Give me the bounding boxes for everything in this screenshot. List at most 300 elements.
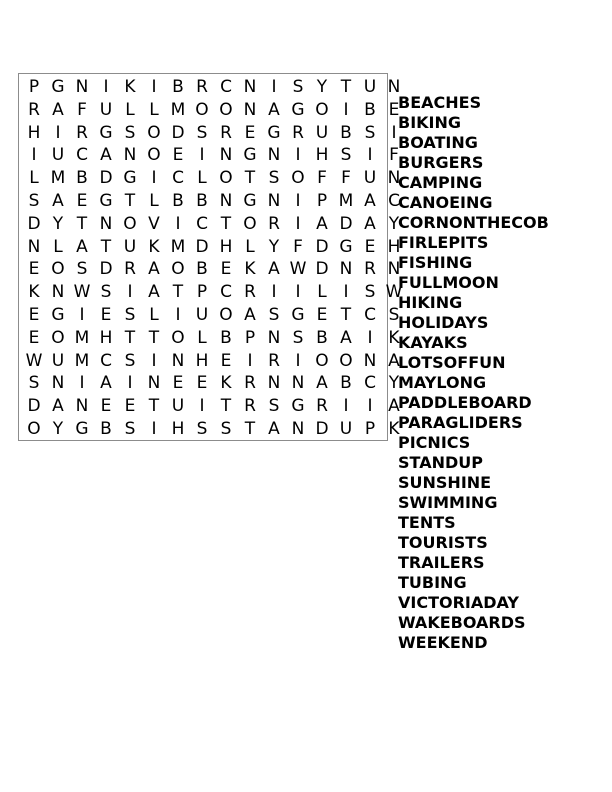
grid-letter: N — [267, 145, 281, 166]
grid-letter: I — [343, 99, 349, 120]
grid-letter: R — [364, 259, 376, 280]
grid-letter: U — [363, 168, 377, 189]
grid-row — [22, 168, 406, 188]
word-list-item: FIRLEPITS — [398, 233, 489, 252]
word-list-item: WAKEBOARDS — [398, 613, 526, 632]
grid-letter: N — [267, 327, 281, 348]
grid-letter: U — [171, 396, 185, 417]
grid-letter: A — [148, 259, 160, 280]
grid-letter: B — [172, 191, 184, 211]
grid-letter: E — [220, 259, 232, 280]
word-list-item: CAMPING — [398, 173, 483, 192]
grid-letter: D — [339, 213, 353, 234]
word-list-item: FULLMOON — [398, 273, 499, 292]
grid-letter: E — [28, 305, 40, 325]
word-list-item: BEACHES — [398, 93, 482, 112]
grid-letter: A — [340, 327, 352, 348]
grid-letter: A — [316, 213, 328, 234]
grid-letter: M — [338, 191, 354, 211]
word-list-item: SUNSHINE — [398, 473, 492, 492]
grid-letter: Y — [52, 419, 64, 439]
grid-letter: D — [315, 259, 329, 280]
grid-letter: M — [170, 236, 186, 257]
grid-letter: A — [76, 236, 88, 257]
grid-letter: L — [149, 305, 159, 325]
grid-letter: I — [271, 282, 277, 303]
grid-letter: E — [388, 99, 400, 120]
grid-letter: N — [27, 236, 41, 257]
grid-letter: N — [75, 396, 89, 417]
word-list-item: PICNICS — [398, 433, 471, 452]
grid-letter: R — [244, 396, 256, 417]
grid-letter: S — [196, 419, 208, 439]
grid-letter: K — [220, 373, 232, 394]
grid-letter: R — [28, 99, 40, 120]
grid-letter: S — [268, 305, 280, 325]
grid-letter: L — [149, 99, 159, 120]
grid-letter: U — [51, 350, 65, 371]
grid-letter: K — [148, 236, 160, 257]
grid-letter: T — [244, 419, 256, 439]
grid-letter: S — [196, 122, 208, 143]
grid-letter: E — [28, 259, 40, 280]
word-list — [398, 93, 549, 653]
grid-letter: S — [340, 145, 352, 166]
grid-letter: G — [99, 191, 113, 211]
grid-letter: G — [243, 191, 257, 211]
word-list-item: BIKING — [398, 113, 462, 132]
word-list-item: CANOEING — [398, 193, 493, 212]
grid-row — [22, 259, 406, 279]
word-list-item: HIKING — [398, 293, 463, 312]
grid-letter: I — [247, 350, 253, 371]
grid-letter: O — [243, 213, 257, 234]
grid-letter: M — [74, 350, 90, 371]
grid-letter: I — [175, 213, 181, 234]
grid-letter: N — [123, 145, 137, 166]
grid-letter: N — [99, 213, 113, 234]
grid-letter: O — [219, 99, 233, 120]
word-search-grid — [18, 73, 403, 441]
grid-letter: K — [388, 327, 400, 348]
grid-letter: N — [219, 191, 233, 211]
grid-letter: G — [339, 236, 353, 257]
grid-letter: A — [388, 350, 400, 371]
grid-letter: I — [367, 327, 373, 348]
grid-letter: S — [124, 305, 136, 325]
grid-letter: B — [100, 419, 112, 439]
grid-letter: W — [289, 259, 307, 280]
grid-letter: D — [171, 122, 185, 143]
grid-letter: P — [28, 77, 40, 97]
grid-letter: N — [339, 259, 353, 280]
grid-row — [22, 214, 406, 234]
grid-letter: H — [195, 350, 209, 371]
word-list-item: BURGERS — [398, 153, 484, 172]
grid-letter: E — [196, 373, 208, 394]
grid-letter: N — [51, 373, 65, 394]
grid-letter: Y — [388, 373, 400, 394]
grid-letter: W — [25, 350, 43, 371]
grid-letter: L — [245, 236, 255, 257]
grid-letter: N — [267, 373, 281, 394]
grid-letter: C — [364, 373, 376, 394]
grid-letter: O — [51, 259, 65, 280]
grid-letter: I — [199, 145, 205, 166]
grid-row — [22, 237, 406, 257]
grid-letter: K — [28, 282, 40, 303]
grid-letter: R — [292, 122, 304, 143]
grid-letter: U — [51, 145, 65, 166]
grid-row — [22, 373, 406, 393]
grid-letter: I — [295, 282, 301, 303]
grid-letter: O — [315, 99, 329, 120]
grid-letter: I — [295, 350, 301, 371]
grid-letter: O — [219, 168, 233, 189]
grid-letter: K — [388, 419, 400, 439]
grid-letter: I — [391, 122, 397, 143]
grid-letter: E — [220, 350, 232, 371]
word-list-item: CORNONTHECOB — [398, 213, 549, 232]
grid-letter: L — [317, 282, 327, 303]
grid-letter: F — [293, 236, 303, 257]
word-list-item: LOTSOFFUN — [398, 353, 506, 372]
grid-letter: V — [148, 213, 160, 234]
grid-letter: I — [271, 77, 277, 97]
grid-letter: P — [244, 327, 256, 348]
grid-letter: C — [364, 305, 376, 325]
grid-letter: I — [103, 77, 109, 97]
grid-letter: M — [50, 168, 66, 189]
grid-letter: I — [295, 145, 301, 166]
grid-letter: N — [171, 350, 185, 371]
grid-letter: G — [75, 419, 89, 439]
grid-row — [22, 419, 406, 439]
grid-row — [22, 351, 406, 371]
grid-letter: T — [244, 168, 256, 189]
grid-letter: W — [385, 282, 403, 303]
grid-letter: B — [76, 168, 88, 189]
grid-letter: M — [74, 327, 90, 348]
grid-letter: A — [52, 99, 64, 120]
grid-letter: N — [291, 419, 305, 439]
grid-letter: O — [123, 213, 137, 234]
grid-letter: I — [343, 396, 349, 417]
grid-letter: H — [387, 236, 401, 257]
grid-letter: I — [295, 213, 301, 234]
grid-letter: I — [127, 373, 133, 394]
grid-letter: E — [364, 236, 376, 257]
word-list-item: VICTORIADAY — [398, 593, 519, 612]
grid-letter: B — [220, 327, 232, 348]
grid-letter: D — [195, 236, 209, 257]
grid-letter: T — [148, 396, 160, 417]
grid-letter: O — [147, 145, 161, 166]
grid-letter: R — [268, 350, 280, 371]
grid-letter: G — [291, 305, 305, 325]
grid-letter: H — [27, 122, 41, 143]
grid-letter: H — [99, 327, 113, 348]
grid-letter: A — [148, 282, 160, 303]
grid-letter: W — [73, 282, 91, 303]
grid-letter: S — [124, 350, 136, 371]
grid-letter: D — [99, 168, 113, 189]
grid-letter: N — [243, 77, 257, 97]
grid-letter: I — [151, 168, 157, 189]
grid-letter: U — [363, 77, 377, 97]
grid-letter: E — [172, 145, 184, 166]
grid-letter: A — [52, 191, 64, 211]
grid-letter: I — [199, 396, 205, 417]
grid-letter: T — [76, 213, 88, 234]
grid-letter: I — [127, 282, 133, 303]
grid-letter: H — [315, 145, 329, 166]
grid-row — [22, 77, 406, 97]
grid-letter: F — [317, 168, 327, 189]
word-list-item: BOATING — [398, 133, 478, 152]
grid-letter: D — [315, 419, 329, 439]
grid-letter: L — [125, 99, 135, 120]
grid-letter: T — [220, 213, 232, 234]
grid-letter: N — [387, 259, 401, 280]
grid-letter: B — [196, 259, 208, 280]
grid-letter: G — [243, 145, 257, 166]
grid-letter: G — [99, 122, 113, 143]
grid-letter: O — [51, 327, 65, 348]
grid-letter: G — [267, 122, 281, 143]
grid-letter: D — [27, 213, 41, 234]
word-list-item: WEEKEND — [398, 633, 488, 652]
grid-letter: L — [197, 168, 207, 189]
grid-letter: L — [53, 236, 63, 257]
grid-letter: A — [244, 305, 256, 325]
grid-letter: N — [51, 282, 65, 303]
grid-letter: A — [316, 373, 328, 394]
grid-letter: S — [292, 77, 304, 97]
grid-letter: E — [28, 327, 40, 348]
grid-letter: I — [55, 122, 61, 143]
grid-letter: P — [196, 282, 208, 303]
grid-letter: S — [28, 191, 40, 211]
grid-letter: B — [340, 122, 352, 143]
grid-letter: C — [172, 168, 184, 189]
grid-letter: L — [197, 327, 207, 348]
grid-letter: N — [243, 99, 257, 120]
grid-letter: B — [316, 327, 328, 348]
grid-letter: S — [76, 259, 88, 280]
grid-letter: T — [124, 191, 136, 211]
grid-letter: R — [316, 396, 328, 417]
grid-letter: N — [219, 145, 233, 166]
grid-letter: L — [149, 191, 159, 211]
grid-letter: T — [172, 282, 184, 303]
word-list-item: TRAILERS — [398, 553, 485, 572]
grid-letter: A — [100, 145, 112, 166]
grid-letter: A — [100, 373, 112, 394]
grid-letter: B — [364, 99, 376, 120]
grid-letter: I — [79, 305, 85, 325]
grid-letter: D — [315, 236, 329, 257]
grid-letter: R — [244, 282, 256, 303]
grid-letter: R — [76, 122, 88, 143]
grid-letter: O — [147, 122, 161, 143]
grid-letter: U — [123, 236, 137, 257]
grid-letter: P — [364, 419, 376, 439]
grid-letter: S — [292, 327, 304, 348]
grid-letter: I — [151, 350, 157, 371]
grid-letter: Y — [388, 213, 400, 234]
word-list-item: STANDUP — [398, 453, 483, 472]
grid-row — [22, 100, 406, 120]
word-list-item: HOLIDAYS — [398, 313, 489, 332]
grid-letter: G — [51, 77, 65, 97]
grid-letter: B — [196, 191, 208, 211]
word-list-item: SWIMMING — [398, 493, 498, 512]
grid-letter: R — [124, 259, 136, 280]
word-list-item: KAYAKS — [398, 333, 468, 352]
grid-letter: S — [268, 168, 280, 189]
grid-letter: B — [172, 77, 184, 97]
word-list-item: TENTS — [398, 513, 456, 532]
grid-letter: O — [315, 350, 329, 371]
grid-letter: Y — [52, 213, 64, 234]
grid-letter: S — [124, 419, 136, 439]
grid-letter: P — [316, 191, 328, 211]
grid-letter: R — [196, 77, 208, 97]
grid-letter: G — [291, 99, 305, 120]
grid-letter: F — [389, 145, 399, 166]
grid-letter: D — [27, 396, 41, 417]
grid-letter: A — [388, 396, 400, 417]
grid-letter: O — [291, 168, 305, 189]
grid-letter: B — [340, 373, 352, 394]
grid-letter: A — [364, 213, 376, 234]
grid-letter: C — [100, 350, 112, 371]
grid-letter: T — [100, 236, 112, 257]
grid-letter: D — [99, 259, 113, 280]
grid-letter: I — [175, 305, 181, 325]
grid-row — [22, 145, 406, 165]
grid-row — [22, 328, 406, 348]
grid-letter: K — [124, 77, 136, 97]
grid-row — [22, 305, 406, 325]
grid-letter: S — [124, 122, 136, 143]
grid-letter: E — [244, 122, 256, 143]
grid-letter: S — [28, 373, 40, 394]
grid-letter: I — [367, 145, 373, 166]
grid-letter: R — [268, 213, 280, 234]
grid-letter: N — [147, 373, 161, 394]
grid-letter: H — [219, 236, 233, 257]
grid-letter: O — [339, 350, 353, 371]
grid-letter: G — [123, 168, 137, 189]
grid-letter: I — [367, 396, 373, 417]
grid-letter: A — [268, 99, 280, 120]
grid-letter: I — [295, 191, 301, 211]
grid-letter: I — [151, 77, 157, 97]
grid-letter: F — [77, 99, 87, 120]
grid-letter: U — [99, 99, 113, 120]
grid-letter: N — [267, 191, 281, 211]
grid-letter: S — [364, 122, 376, 143]
grid-letter: R — [244, 373, 256, 394]
grid-letter: I — [151, 419, 157, 439]
grid-letter: O — [219, 305, 233, 325]
grid-letter: C — [220, 282, 232, 303]
grid-letter: T — [124, 327, 136, 348]
word-list-item: MAYLONG — [398, 373, 487, 392]
grid-letter: K — [244, 259, 256, 280]
grid-letter: S — [364, 282, 376, 303]
grid-letter: N — [291, 373, 305, 394]
grid-letter: N — [387, 77, 401, 97]
grid-letter: U — [315, 122, 329, 143]
word-list-item: PARAGLIDERS — [398, 413, 523, 432]
word-list-item: PADDLEBOARD — [398, 393, 532, 412]
grid-letter: S — [220, 419, 232, 439]
grid-letter: Y — [316, 77, 328, 97]
grid-letter: E — [124, 396, 136, 417]
grid-letter: A — [52, 396, 64, 417]
grid-row — [22, 396, 406, 416]
grid-row — [22, 123, 406, 143]
grid-letter: E — [76, 191, 88, 211]
grid-letter: L — [29, 168, 39, 189]
grid-letter: T — [340, 305, 352, 325]
grid-letter: T — [148, 327, 160, 348]
grid-letter: O — [27, 419, 41, 439]
grid-letter: O — [195, 99, 209, 120]
grid-letter: C — [76, 145, 88, 166]
grid-letter: E — [172, 373, 184, 394]
grid-letter: S — [100, 282, 112, 303]
grid-letter: C — [220, 77, 232, 97]
grid-letter: M — [170, 99, 186, 120]
grid-letter: I — [343, 282, 349, 303]
grid-letter: S — [268, 396, 280, 417]
grid-letter: U — [195, 305, 209, 325]
grid-letter: I — [79, 373, 85, 394]
grid-letter: F — [341, 168, 351, 189]
grid-letter: I — [31, 145, 37, 166]
grid-letter: E — [100, 396, 112, 417]
grid-row — [22, 282, 406, 302]
grid-letter: G — [51, 305, 65, 325]
grid-letter: A — [268, 259, 280, 280]
grid-letter: A — [268, 419, 280, 439]
grid-letter: O — [171, 259, 185, 280]
grid-letter: U — [339, 419, 353, 439]
grid-letter: T — [340, 77, 352, 97]
grid-letter: H — [171, 419, 185, 439]
word-list-item: TUBING — [398, 573, 467, 592]
grid-letter: N — [75, 77, 89, 97]
grid-row — [22, 191, 406, 211]
grid-letter: S — [388, 305, 400, 325]
grid-letter: C — [388, 191, 400, 211]
grid-letter: E — [100, 305, 112, 325]
grid-letter: R — [220, 122, 232, 143]
grid-letter: O — [171, 327, 185, 348]
grid-letter: N — [387, 168, 401, 189]
grid-letter: G — [291, 396, 305, 417]
word-list-item: FISHING — [398, 253, 473, 272]
grid-letter: Y — [268, 236, 280, 257]
grid-letter: E — [316, 305, 328, 325]
grid-letter: N — [363, 350, 377, 371]
grid-letter: A — [364, 191, 376, 211]
word-list-item: TOURISTS — [398, 533, 488, 552]
